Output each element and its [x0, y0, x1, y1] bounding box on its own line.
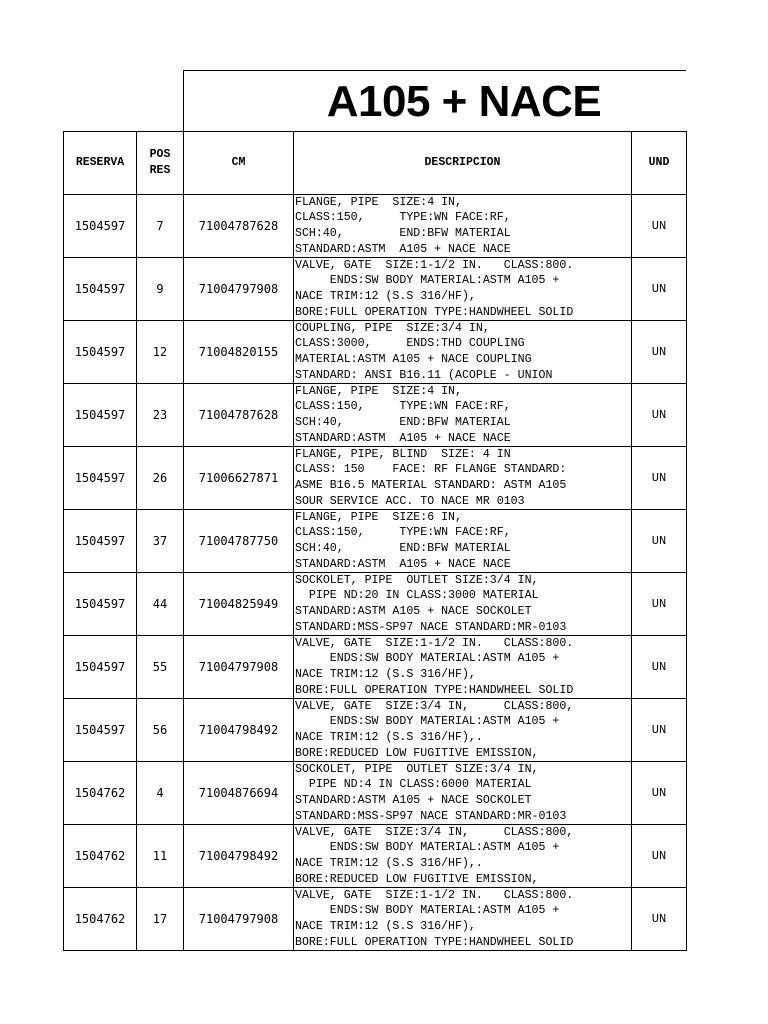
cell-pos: 23	[137, 384, 184, 447]
cell-pos: 9	[137, 258, 184, 321]
table-row	[64, 384, 687, 447]
cell-descripcion	[294, 447, 632, 510]
cell-cm: 71004876694	[184, 762, 294, 825]
materials-table	[63, 131, 687, 951]
cell-pos: 4	[137, 762, 184, 825]
cell-cm: 71004797908	[184, 258, 294, 321]
table-row	[64, 258, 687, 321]
cell-descripcion	[294, 321, 632, 384]
table-row	[64, 573, 687, 636]
cell-pos: 12	[137, 321, 184, 384]
cell-descripcion	[294, 699, 632, 762]
descripcion-text: VALVE, GATE SIZE:3/4 IN, CLASS:800, ENDS:SW BODY MATERIAL:ASTM A105 + NACE TRIM:12 (S.S 316/HF),. BORE:REDUCED LOW FUGITIVE EMISSION,	[295, 699, 574, 760]
cell-cm: 71004798492	[184, 825, 294, 888]
cell-und: UN	[632, 573, 687, 636]
cell-pos: 55	[137, 636, 184, 699]
table-row	[64, 825, 687, 888]
cell-und: UN	[632, 825, 687, 888]
header-row	[64, 132, 687, 195]
cell-und: UN	[632, 888, 687, 951]
cell-descripcion	[294, 195, 632, 258]
cell-pos: 26	[137, 447, 184, 510]
cell-reserva: 1504597	[64, 321, 137, 384]
cell-und: UN	[632, 384, 687, 447]
cell-reserva: 1504762	[64, 825, 137, 888]
cell-und: UN	[632, 321, 687, 384]
cell-cm: 71004787628	[184, 384, 294, 447]
descripcion-text: COUPLING, PIPE SIZE:3/4 IN, CLASS:3000, ENDS:THD COUPLING MATERIAL:ASTM A105 + NACE COUPLING STANDARD: ANSI B16.11 (ACOPLE - UNION	[295, 321, 553, 382]
table-row	[64, 321, 687, 384]
descripcion-text: FLANGE, PIPE SIZE:4 IN, CLASS:150, TYPE:WN FACE:RF, SCH:40, END:BFW MATERIAL STANDARD:ASTM A105 + NACE NACE	[295, 384, 511, 445]
cell-descripcion	[294, 510, 632, 573]
cell-pos: 7	[137, 195, 184, 258]
header-und: UND	[632, 132, 687, 195]
header-pos-line1: POS	[149, 148, 171, 161]
cell-und: UN	[632, 195, 687, 258]
cell-reserva: 1504597	[64, 195, 137, 258]
descripcion-text: VALVE, GATE SIZE:1-1/2 IN. CLASS:800. ENDS:SW BODY MATERIAL:ASTM A105 + NACE TRIM:12 (S.S 316/HF), BORE:FULL OPERATION TYPE:HANDWHEEL SOLID	[295, 636, 574, 697]
cell-cm: 71004787750	[184, 510, 294, 573]
header-pos-line2: RES	[149, 164, 171, 177]
header-reserva: RESERVA	[64, 132, 137, 195]
cell-pos: 56	[137, 699, 184, 762]
cell-descripcion	[294, 825, 632, 888]
descripcion-text: FLANGE, PIPE, BLIND SIZE: 4 IN CLASS: 150 FACE: RF FLANGE STANDARD: ASME B16.5 MATERIAL STANDARD: ASTM A105 SOUR SERVICE ACC. TO NACE MR 0103	[295, 447, 567, 508]
table-row	[64, 510, 687, 573]
cell-cm: 71004797908	[184, 888, 294, 951]
table-row	[64, 699, 687, 762]
cell-und: UN	[632, 699, 687, 762]
descripcion-text: FLANGE, PIPE SIZE:6 IN, CLASS:150, TYPE:WN FACE:RF, SCH:40, END:BFW MATERIAL STANDARD:ASTM A105 + NACE NACE	[295, 510, 511, 571]
descripcion-text: FLANGE, PIPE SIZE:4 IN, CLASS:150, TYPE:WN FACE:RF, SCH:40, END:BFW MATERIAL STANDARD:ASTM A105 + NACE NACE	[295, 195, 511, 256]
cell-descripcion	[294, 636, 632, 699]
cell-descripcion	[294, 384, 632, 447]
descripcion-text: SOCKOLET, PIPE OUTLET SIZE:3/4 IN, PIPE ND:4 IN CLASS:6000 MATERIAL STANDARD:ASTM A105 + NACE SOCKOLET STANDARD:MSS-SP97 NACE STANDARD:MR-0103	[295, 762, 567, 823]
cell-reserva: 1504597	[64, 384, 137, 447]
cell-cm: 71004787628	[184, 195, 294, 258]
cell-descripcion	[294, 762, 632, 825]
cell-pos: 17	[137, 888, 184, 951]
cell-cm: 71004798492	[184, 699, 294, 762]
descripcion-text: VALVE, GATE SIZE:1-1/2 IN. CLASS:800. ENDS:SW BODY MATERIAL:ASTM A105 + NACE TRIM:12 (S.S 316/HF), BORE:FULL OPERATION TYPE:HANDWHEEL SOLID	[295, 888, 574, 949]
cell-und: UN	[632, 762, 687, 825]
cell-cm: 71006627871	[184, 447, 294, 510]
cell-reserva: 1504762	[64, 762, 137, 825]
cell-und: UN	[632, 510, 687, 573]
cell-descripcion	[294, 888, 632, 951]
table-row	[64, 762, 687, 825]
cell-pos: 37	[137, 510, 184, 573]
cell-pos: 11	[137, 825, 184, 888]
table-row	[64, 636, 687, 699]
cell-reserva: 1504597	[64, 447, 137, 510]
header-descripcion: DESCRIPCION	[294, 132, 632, 195]
descripcion-text: SOCKOLET, PIPE OUTLET SIZE:3/4 IN, PIPE ND:20 IN CLASS:3000 MATERIAL STANDARD:ASTM A105 + NACE SOCKOLET STANDARD:MSS-SP97 NACE STANDARD:MR-0103	[295, 573, 567, 634]
page-title: A105 + NACE	[326, 77, 602, 126]
cell-reserva: 1504597	[64, 258, 137, 321]
cell-cm: 71004820155	[184, 321, 294, 384]
descripcion-text: VALVE, GATE SIZE:3/4 IN, CLASS:800, ENDS:SW BODY MATERIAL:ASTM A105 + NACE TRIM:12 (S.S 316/HF),. BORE:REDUCED LOW FUGITIVE EMISSION,	[295, 825, 574, 886]
title-box	[183, 70, 686, 132]
cell-pos: 44	[137, 573, 184, 636]
cell-reserva: 1504597	[64, 699, 137, 762]
table-row	[64, 195, 687, 258]
cell-descripcion	[294, 573, 632, 636]
cell-reserva: 1504597	[64, 510, 137, 573]
table-row	[64, 888, 687, 951]
table-row	[64, 447, 687, 510]
descripcion-text: VALVE, GATE SIZE:1-1/2 IN. CLASS:800. ENDS:SW BODY MATERIAL:ASTM A105 + NACE TRIM:12 (S.S 316/HF), BORE:FULL OPERATION TYPE:HANDWHEEL SOLID	[295, 258, 574, 319]
cell-cm: 71004797908	[184, 636, 294, 699]
cell-cm: 71004825949	[184, 573, 294, 636]
cell-und: UN	[632, 636, 687, 699]
cell-reserva: 1504597	[64, 573, 137, 636]
cell-descripcion	[294, 258, 632, 321]
header-cm: CM	[184, 132, 294, 195]
cell-und: UN	[632, 447, 687, 510]
cell-reserva: 1504762	[64, 888, 137, 951]
header-pos-res	[137, 132, 184, 195]
cell-reserva: 1504597	[64, 636, 137, 699]
cell-und: UN	[632, 258, 687, 321]
